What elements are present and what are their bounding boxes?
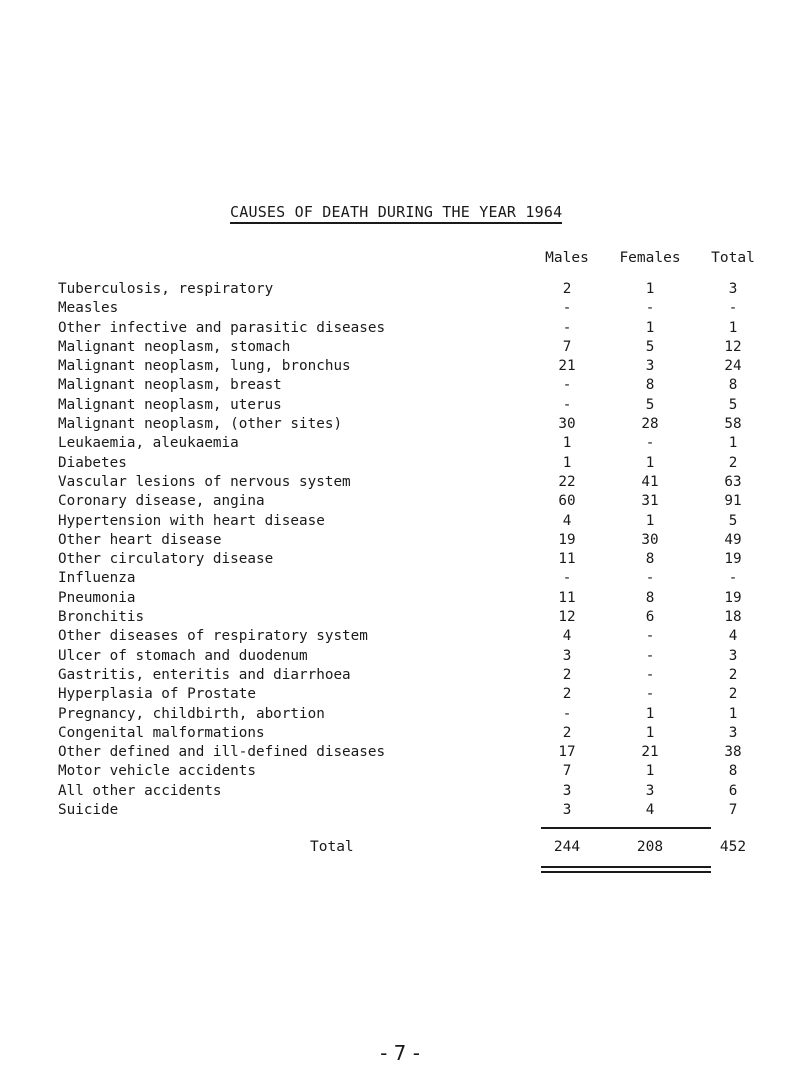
cause-label: Gastritis, enteritis and diarrhoea bbox=[58, 666, 351, 683]
males-count: - bbox=[562, 570, 572, 587]
males-count: 3 bbox=[562, 647, 572, 664]
table-row bbox=[0, 647, 800, 666]
table-row bbox=[0, 473, 800, 492]
males-count: 2 bbox=[562, 686, 572, 703]
total-count: 49 bbox=[724, 531, 742, 548]
females-count: - bbox=[645, 435, 655, 452]
total-count: 19 bbox=[724, 551, 742, 568]
males-count: 7 bbox=[562, 338, 572, 355]
males-count: - bbox=[562, 319, 572, 336]
cause-label: Leukaemia, aleukaemia bbox=[58, 435, 239, 452]
females-count: - bbox=[645, 666, 655, 683]
cause-label: Congenital malformations bbox=[58, 724, 265, 741]
males-count: - bbox=[562, 705, 572, 722]
table-row bbox=[0, 724, 800, 743]
females-count: 8 bbox=[645, 551, 655, 568]
table-row bbox=[0, 280, 800, 299]
total-count: 38 bbox=[724, 744, 742, 761]
cause-label: Influenza bbox=[58, 570, 136, 587]
total-count: 7 bbox=[728, 802, 738, 819]
cause-label: Malignant neoplasm, lung, bronchus bbox=[58, 358, 351, 375]
females-count: 3 bbox=[645, 782, 655, 799]
table-row bbox=[0, 357, 800, 376]
cause-label: Motor vehicle accidents bbox=[58, 763, 256, 780]
males-count: 3 bbox=[562, 802, 572, 819]
males-count: 4 bbox=[562, 512, 572, 529]
page-number: - 7 - bbox=[380, 1041, 420, 1065]
females-count: 8 bbox=[645, 589, 655, 606]
females-count: 4 bbox=[645, 802, 655, 819]
total-count: 3 bbox=[728, 724, 738, 741]
cause-label: Ulcer of stomach and duodenum bbox=[58, 647, 308, 664]
males-count: 2 bbox=[562, 281, 572, 297]
females-count: 1 bbox=[645, 724, 655, 741]
cause-label: Malignant neoplasm, stomach bbox=[58, 338, 291, 355]
page-title: CAUSES OF DEATH DURING THE YEAR 1964 bbox=[230, 203, 562, 224]
cause-label: Pregnancy, childbirth, abortion bbox=[58, 705, 325, 722]
table-row bbox=[0, 743, 800, 762]
males-count: 11 bbox=[558, 589, 576, 606]
females-count: 21 bbox=[641, 744, 659, 761]
males-count: 19 bbox=[558, 531, 576, 548]
table-row bbox=[0, 589, 800, 608]
males-count: 17 bbox=[558, 744, 576, 761]
totals-label: Total bbox=[310, 839, 354, 855]
total-count: - bbox=[728, 570, 738, 587]
females-count: 1 bbox=[645, 319, 655, 336]
females-count: 6 bbox=[645, 609, 655, 626]
females-count: - bbox=[645, 300, 655, 317]
males-count: - bbox=[562, 377, 572, 394]
cause-label: All other accidents bbox=[58, 782, 222, 799]
females-count: - bbox=[645, 686, 655, 703]
males-count: 4 bbox=[562, 628, 572, 645]
males-count: 1 bbox=[562, 454, 572, 471]
table-row bbox=[0, 608, 800, 627]
cause-label: Other diseases of respiratory system bbox=[58, 628, 368, 645]
cause-label: Other heart disease bbox=[58, 531, 222, 548]
table-row bbox=[0, 705, 800, 724]
table-row bbox=[0, 319, 800, 338]
total-count: - bbox=[728, 300, 738, 317]
column-header-total: Total bbox=[711, 250, 755, 266]
table-row bbox=[0, 550, 800, 569]
cause-label: Malignant neoplasm, uterus bbox=[58, 396, 282, 413]
column-header-males: Males bbox=[545, 250, 589, 266]
total-count: 6 bbox=[728, 782, 738, 799]
total-count: 1 bbox=[728, 319, 738, 336]
cause-label: Other infective and parasitic diseases bbox=[58, 319, 386, 336]
cause-label: Hypertension with heart disease bbox=[58, 512, 325, 529]
table-row bbox=[0, 531, 800, 550]
table-row bbox=[0, 415, 800, 434]
cause-label: Measles bbox=[58, 300, 119, 317]
males-count: - bbox=[562, 300, 572, 317]
total-count: 24 bbox=[724, 358, 742, 375]
cause-label: Vascular lesions of nervous system bbox=[58, 473, 351, 490]
total-count: 12 bbox=[724, 338, 742, 355]
females-count: - bbox=[645, 647, 655, 664]
cause-label: Pneumonia bbox=[58, 589, 136, 606]
table-row bbox=[0, 454, 800, 473]
males-count: - bbox=[562, 396, 572, 413]
females-count: 1 bbox=[645, 512, 655, 529]
cause-label: Tuberculosis, respiratory bbox=[58, 281, 274, 297]
table-row bbox=[0, 396, 800, 415]
females-count: 41 bbox=[641, 473, 659, 490]
total-count: 8 bbox=[728, 763, 738, 780]
table-row bbox=[0, 434, 800, 453]
table-row bbox=[0, 492, 800, 511]
total-count: 3 bbox=[728, 281, 738, 297]
females-count: 5 bbox=[645, 396, 655, 413]
table-row bbox=[0, 762, 800, 781]
column-header-females: Females bbox=[619, 250, 681, 266]
females-count: 1 bbox=[645, 454, 655, 471]
females-count: 1 bbox=[645, 763, 655, 780]
males-count: 1 bbox=[562, 435, 572, 452]
table-row bbox=[0, 782, 800, 801]
table-row bbox=[0, 338, 800, 357]
total-count: 2 bbox=[728, 666, 738, 683]
cause-label: Malignant neoplasm, (other sites) bbox=[58, 416, 343, 433]
totals-top-rule bbox=[541, 827, 711, 829]
males-count: 2 bbox=[562, 666, 572, 683]
males-count: 22 bbox=[558, 473, 576, 490]
table-row bbox=[0, 801, 800, 820]
males-count: 12 bbox=[558, 609, 576, 626]
cause-label: Malignant neoplasm, breast bbox=[58, 377, 282, 394]
females-count: 30 bbox=[641, 531, 659, 548]
females-count: 31 bbox=[641, 493, 659, 510]
total-count: 5 bbox=[728, 396, 738, 413]
table-row bbox=[0, 666, 800, 685]
table-row bbox=[0, 512, 800, 531]
total-count: 4 bbox=[728, 628, 738, 645]
males-count: 2 bbox=[562, 724, 572, 741]
total-count: 63 bbox=[724, 473, 742, 490]
total-count: 5 bbox=[728, 512, 738, 529]
total-count: 8 bbox=[728, 377, 738, 394]
females-count: 3 bbox=[645, 358, 655, 375]
males-count: 60 bbox=[558, 493, 576, 510]
cause-label: Other circulatory disease bbox=[58, 551, 274, 568]
table-row bbox=[0, 685, 800, 704]
table-row bbox=[0, 569, 800, 588]
males-count: 11 bbox=[558, 551, 576, 568]
totals-double-rule-lower bbox=[541, 871, 711, 873]
totals-double-rule-upper bbox=[541, 866, 711, 868]
total-count: 1 bbox=[728, 705, 738, 722]
total-count: 18 bbox=[724, 609, 742, 626]
total-count: 2 bbox=[728, 454, 738, 471]
females-count: 8 bbox=[645, 377, 655, 394]
cause-label: Other defined and ill-defined diseases bbox=[58, 744, 386, 761]
cause-label: Hyperplasia of Prostate bbox=[58, 686, 256, 703]
cause-label: Suicide bbox=[58, 802, 119, 819]
totals-males: 244 bbox=[553, 839, 581, 855]
cause-label: Bronchitis bbox=[58, 609, 145, 626]
females-count: - bbox=[645, 628, 655, 645]
total-count: 2 bbox=[728, 686, 738, 703]
totals-row bbox=[0, 837, 800, 857]
total-count: 58 bbox=[724, 416, 742, 433]
table-row bbox=[0, 627, 800, 646]
table-row bbox=[0, 299, 800, 318]
table-row bbox=[0, 376, 800, 395]
males-count: 7 bbox=[562, 763, 572, 780]
females-count: 28 bbox=[641, 416, 659, 433]
cause-label: Coronary disease, angina bbox=[58, 493, 265, 510]
males-count: 30 bbox=[558, 416, 576, 433]
total-count: 3 bbox=[728, 647, 738, 664]
males-count: 21 bbox=[558, 358, 576, 375]
causes-table bbox=[0, 280, 800, 820]
females-count: 1 bbox=[645, 281, 655, 297]
males-count: 3 bbox=[562, 782, 572, 799]
females-count: 1 bbox=[645, 705, 655, 722]
total-count: 1 bbox=[728, 435, 738, 452]
totals-total: 452 bbox=[719, 839, 747, 855]
total-count: 19 bbox=[724, 589, 742, 606]
females-count: 5 bbox=[645, 338, 655, 355]
total-count: 91 bbox=[724, 493, 742, 510]
females-count: - bbox=[645, 570, 655, 587]
cause-label: Diabetes bbox=[58, 454, 127, 471]
totals-females: 208 bbox=[636, 839, 664, 855]
